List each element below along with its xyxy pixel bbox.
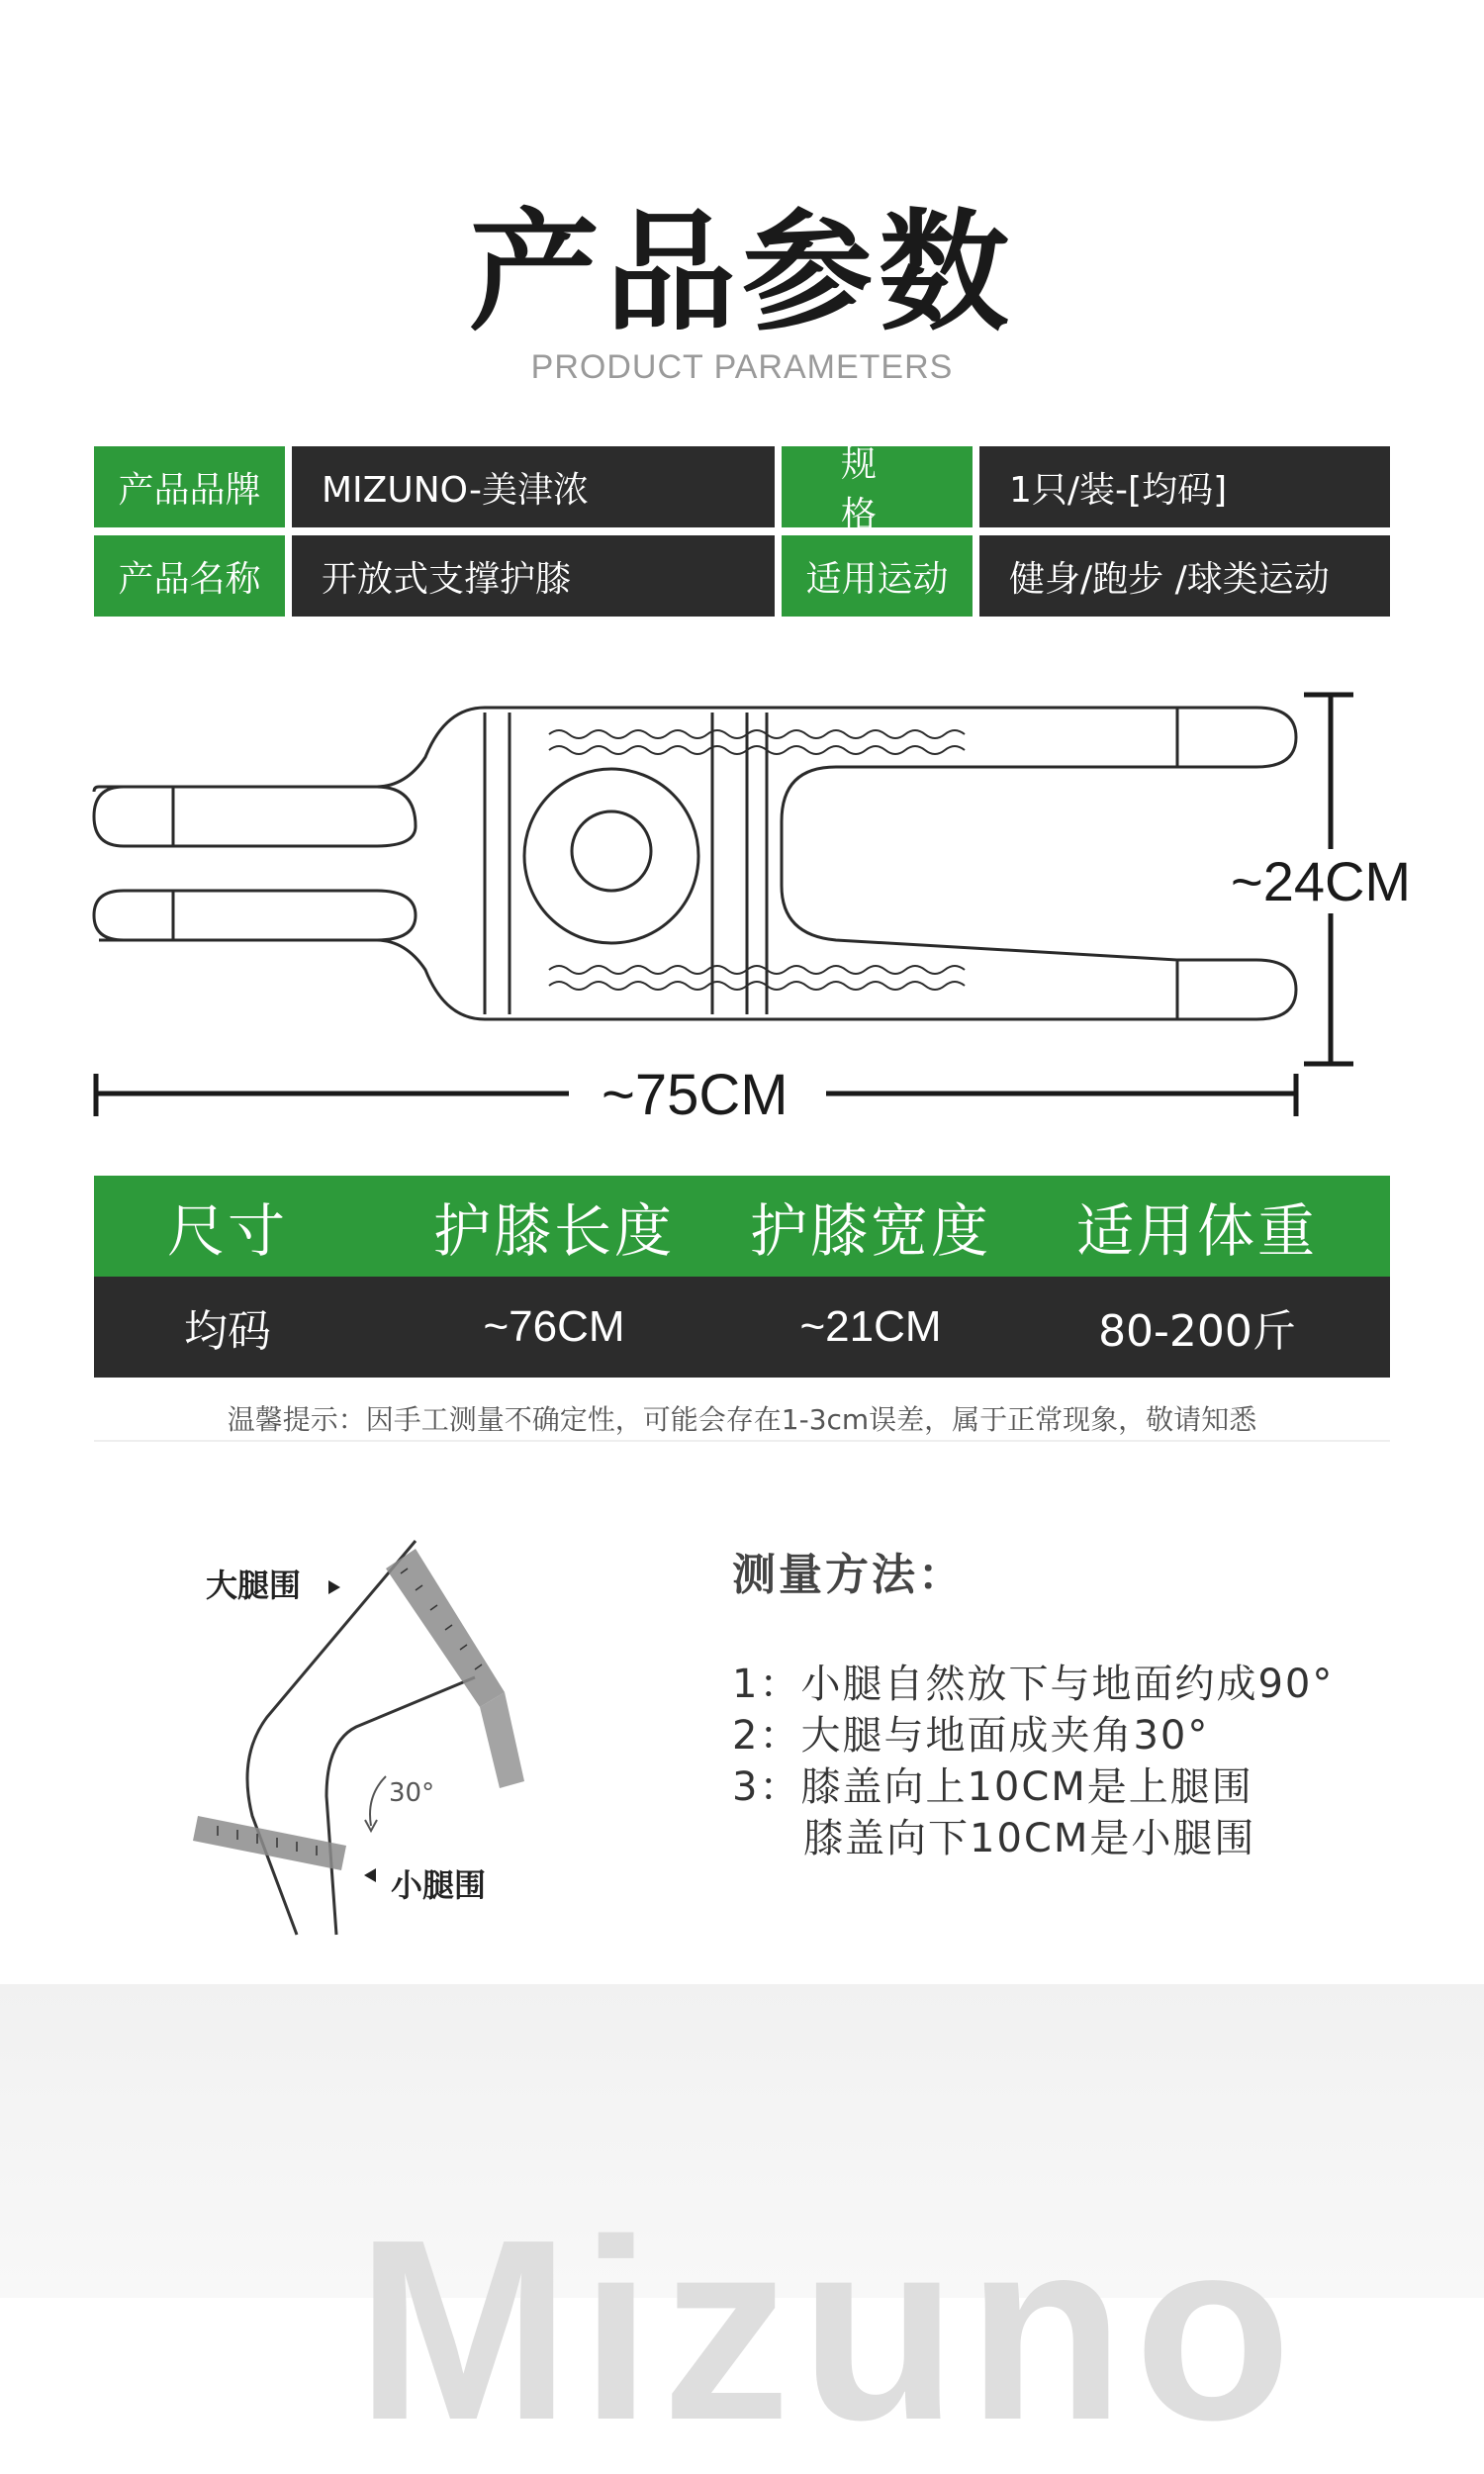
header-width: 护膝宽度	[749, 1197, 991, 1265]
size-table-row	[94, 1277, 1390, 1378]
brand-watermark: Mizuno	[356, 2187, 1302, 2474]
method-step-3: 3：膝盖向上10CM是上腿围	[732, 1764, 1253, 1810]
header-weight: 适用体重	[1075, 1197, 1318, 1265]
size-table-header	[94, 1176, 1390, 1277]
cell-width: ~21CM	[799, 1302, 942, 1351]
page-subtitle: PRODUCT PARAMETERS	[530, 348, 954, 386]
cell-length: ~76CM	[483, 1302, 625, 1351]
cell-weight: 80-200斤	[1098, 1306, 1296, 1357]
header-size: 尺寸	[166, 1197, 288, 1265]
method-title: 测量方法：	[732, 1550, 965, 1600]
thigh-label: 大腿围	[206, 1567, 302, 1604]
brand-value: MIZUNO-美津浓	[292, 446, 775, 527]
spec-value: 1只/装-[均码]	[979, 446, 1390, 527]
name-value: 开放式支撑护膝	[292, 535, 775, 617]
method-step-1: 1：小腿自然放下与地面约成90°	[732, 1662, 1335, 1707]
name-label: 产品名称	[94, 535, 285, 617]
method-step-3b: 膝盖向下10CM是小腿围	[803, 1816, 1256, 1861]
page-title: 产品参数	[469, 197, 1015, 349]
spec-label: 规格	[782, 446, 973, 527]
header-length: 护膝长度	[432, 1197, 675, 1265]
calf-label: 小腿围	[391, 1866, 487, 1904]
cell-size: 均码	[184, 1306, 271, 1357]
thigh-pointer-icon	[328, 1580, 340, 1594]
angle-label: 30°	[389, 1778, 435, 1808]
method-step-2: 2：大腿与地面成夹角30°	[732, 1713, 1210, 1759]
sport-label: 适用运动	[782, 535, 973, 617]
width-dimension-label: ~75CM	[602, 1063, 788, 1127]
measurement-tip: 温馨提示：因手工测量不确定性，可能会存在1-3cm误差，属于正常现象，敬请知悉	[227, 1403, 1257, 1436]
brand-label: 产品品牌	[94, 446, 285, 527]
bottom-banner	[0, 1984, 1484, 2474]
sport-value: 健身/跑步 /球类运动	[979, 535, 1390, 617]
calf-pointer-icon	[364, 1868, 376, 1882]
divider	[94, 1440, 1390, 1442]
height-dimension-label: ~24CM	[1227, 849, 1415, 913]
